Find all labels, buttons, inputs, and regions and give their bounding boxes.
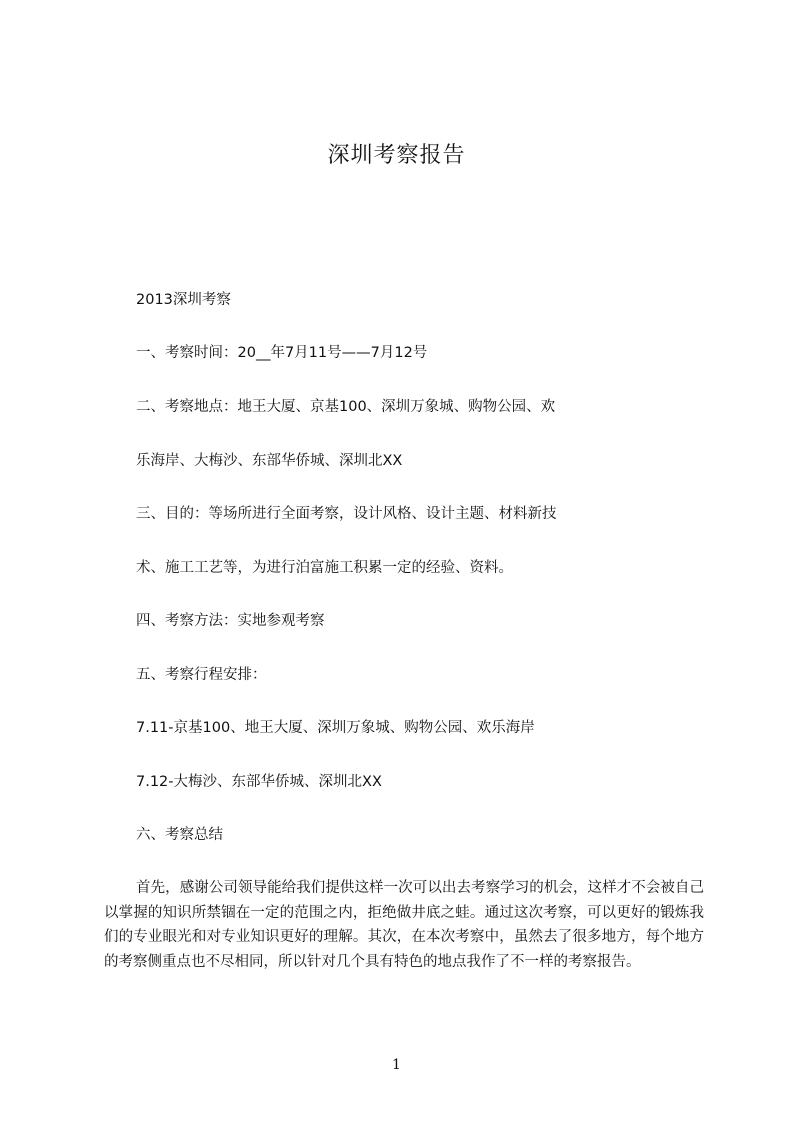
line-purpose-cont: 术、施工工艺等，为进行泊富施工积累一定的经验、资料。	[136, 560, 513, 576]
line-year-heading: 2013深圳考察	[136, 292, 231, 308]
line-schedule-day2: 7.12-大梅沙、东部华侨城、深圳北XX	[136, 774, 382, 790]
line-method: 四、考察方法：实地参观考察	[136, 613, 325, 629]
line-inspection-locations-cont: 乐海岸、大梅沙、东部华侨城、深圳北XX	[136, 453, 403, 469]
line-purpose: 三、目的：等场所进行全面考察，设计风格、设计主题、材料新技	[136, 506, 557, 522]
line-inspection-time: 一、考察时间：20__年7月11号——7月12号	[136, 345, 428, 361]
page-number: 1	[392, 1057, 401, 1073]
line-summary-heading: 六、考察总结	[136, 827, 223, 843]
line-schedule-heading: 五、考察行程安排：	[136, 667, 267, 683]
line-schedule-day1: 7.11-京基100、地王大厦、深圳万象城、购物公园、欢乐海岸	[136, 720, 535, 736]
document-title: 深圳考察报告	[327, 143, 466, 168]
line-inspection-locations: 二、考察地点：地王大厦、京基100、深圳万象城、购物公园、欢	[136, 399, 556, 415]
summary-paragraph: 首先，感谢公司领导能给我们提供这样一次可以出去考察学习的机会，这样才不会被自己以掌握的知识所禁锢在一定的范围之内，拒绝做井底之蛙。通过这次考察，可以更好的锻炼我们的专业眼光和对专业知识更好的理解。其次，在本次考察中，虽然去了很多地方，每个地方的考察侧重点也不尽相同，所以针对几个具有特色的地点我作了不一样的考察报告。	[104, 880, 704, 970]
